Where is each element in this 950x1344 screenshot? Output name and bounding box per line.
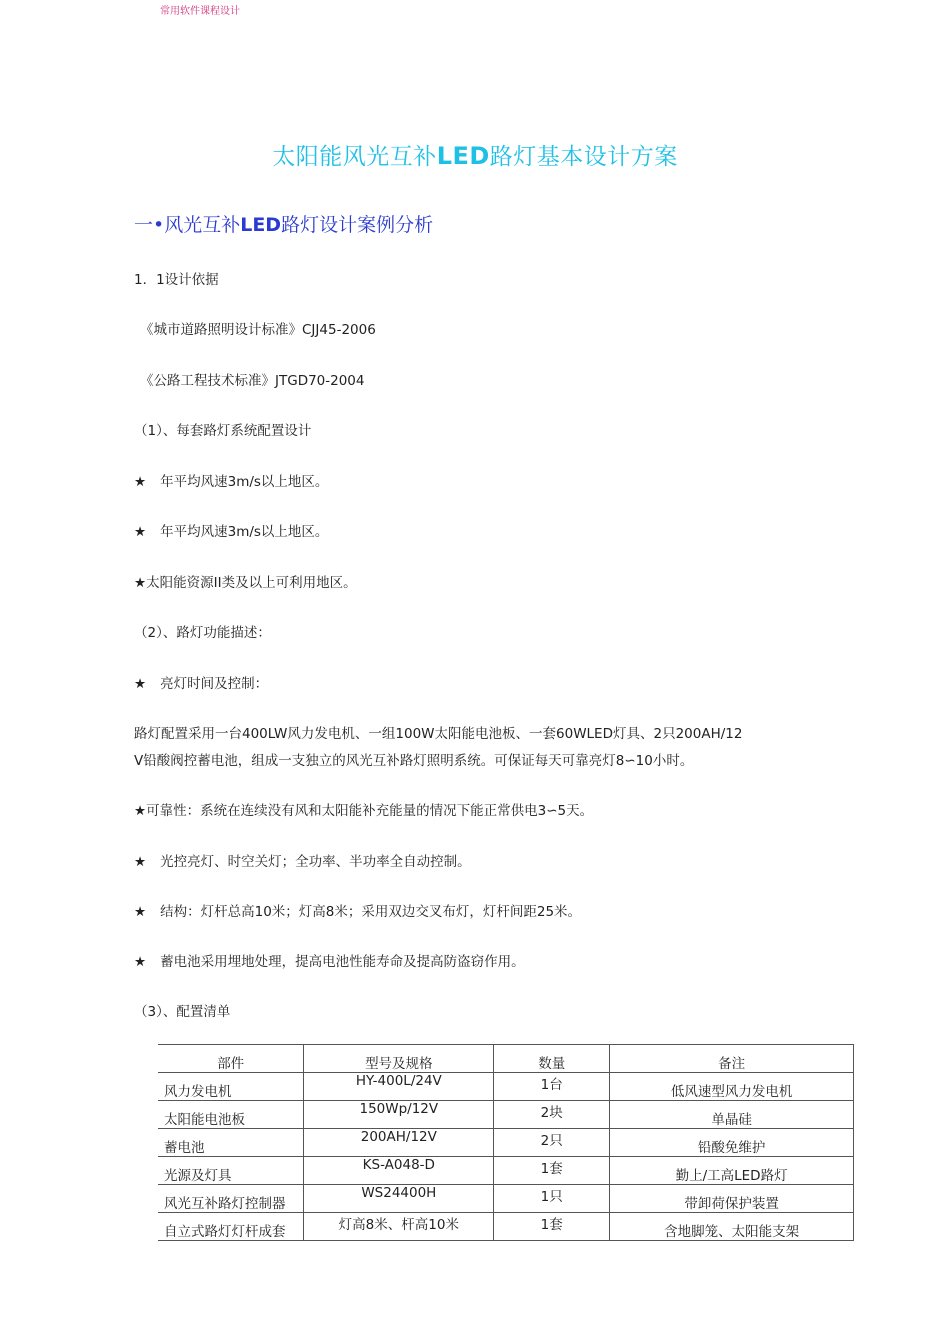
bullet-wind-speed-2 [134,520,328,540]
cell-quantity: 1台 [494,1073,610,1101]
table-header-row [158,1045,854,1073]
cell-quantity: 1只 [494,1185,610,1213]
table-row [158,1129,854,1157]
cell-model: KS-A048-D [304,1157,494,1185]
cell-component: 太阳能电池板 [158,1101,304,1129]
bullet-text: 光控亮灯、时空关灯；全功率、半功率全自动控制。 [160,854,471,870]
config-heading: （1）、每套路灯系统配置设计 [134,423,312,439]
title-en: LED [436,142,490,170]
cell-note: 单晶硅 [610,1101,854,1129]
column-header: 部件 [158,1045,304,1073]
paragraph-line-2: V铅酸阀控蓄电池，组成一支独立的风光互补路灯照明系统。可保证每天可靠亮灯8∽10小时。 [134,753,694,769]
star-icon: ★ [134,524,147,540]
basis-heading: 1．1设计依据 [134,272,219,288]
cell-component: 风力发电机 [158,1073,304,1101]
bullet-text: 年平均风速3m/s以上地区。 [160,524,329,540]
cell-note: 含地脚笼、太阳能支架 [610,1213,854,1241]
table-row [158,1101,854,1129]
star-icon: ★ [134,676,147,692]
bullet-structure [134,900,581,920]
bullet-text: 蓄电池采用埋地处理，提高电池性能寿命及提高防盗窃作用。 [160,954,525,970]
cell-quantity: 1套 [494,1213,610,1241]
bullet-text: 年平均风速3m/s以上地区。 [160,474,329,490]
cell-component: 光源及灯具 [158,1157,304,1185]
star-icon: ★ [134,474,147,490]
standard-1: 《城市道路照明设计标准》CJJ45-2006 [140,322,376,338]
table-row [158,1073,854,1101]
cell-note: 低风速型风力发电机 [610,1073,854,1101]
cell-note: 带卸荷保护装置 [610,1185,854,1213]
config-table [158,1044,854,1241]
column-header: 备注 [610,1045,854,1073]
section-heading [134,210,433,237]
cell-quantity: 1套 [494,1157,610,1185]
document-title [0,138,950,171]
star-icon: ★ [134,854,147,870]
title-post: 路灯基本设计方案 [489,144,678,170]
cell-note: 勤上/工高LED路灯 [610,1157,854,1185]
table-row [158,1213,854,1241]
bullet-lighting-time [134,672,268,692]
section-en: LED [240,214,282,236]
bullet-battery [134,950,525,970]
title-pre: 太阳能风光互补 [272,144,437,170]
cell-model: HY-400L/24V [304,1073,494,1101]
cell-component: 自立式路灯灯杆成套 [158,1213,304,1241]
page-header: 常用软件课程设计 [160,6,240,17]
cell-quantity: 2块 [494,1101,610,1129]
section-pre: 一•风光互补 [134,214,241,236]
bullet-light-control [134,850,471,870]
bullet-text: 亮灯时间及控制： [160,676,269,692]
column-header: 型号及规格 [304,1045,494,1073]
cell-model: 200AH/12V [304,1129,494,1157]
cell-model: 灯高8米、杆高10米 [304,1213,494,1241]
bullet-text: 结构：灯杆总高10米；灯高8米；采用双边交叉布灯，灯杆间距25米。 [160,904,582,920]
cell-model: WS24400H [304,1185,494,1213]
cell-note: 铅酸免维护 [610,1129,854,1157]
bullet-solar-resource: ★太阳能资源II类及以上可利用地区。 [134,575,357,591]
table-row [158,1185,854,1213]
paragraph-line-1: 路灯配置采用一台400LW风力发电机、一组100W太阳能电池板、一套60WLED灯具、2只200AH/12 [134,726,743,742]
list-heading: （3）、配置清单 [134,1004,231,1020]
cell-component: 风光互补路灯控制器 [158,1185,304,1213]
cell-model: 150Wp/12V [304,1101,494,1129]
cell-quantity: 2只 [494,1129,610,1157]
star-icon: ★ [134,904,147,920]
table-row [158,1157,854,1185]
bullet-wind-speed-1 [134,470,328,490]
function-heading: （2）、路灯功能描述： [134,625,271,641]
section-post: 路灯设计案例分析 [281,214,434,236]
column-header: 数量 [494,1045,610,1073]
standard-2: 《公路工程技术标准》JTGD70-2004 [140,373,365,389]
star-icon: ★ [134,954,147,970]
cell-component: 蓄电池 [158,1129,304,1157]
bullet-reliability: ★可靠性：系统在连续没有风和太阳能补充能量的情况下能正常供电3∽5天。 [134,803,594,819]
